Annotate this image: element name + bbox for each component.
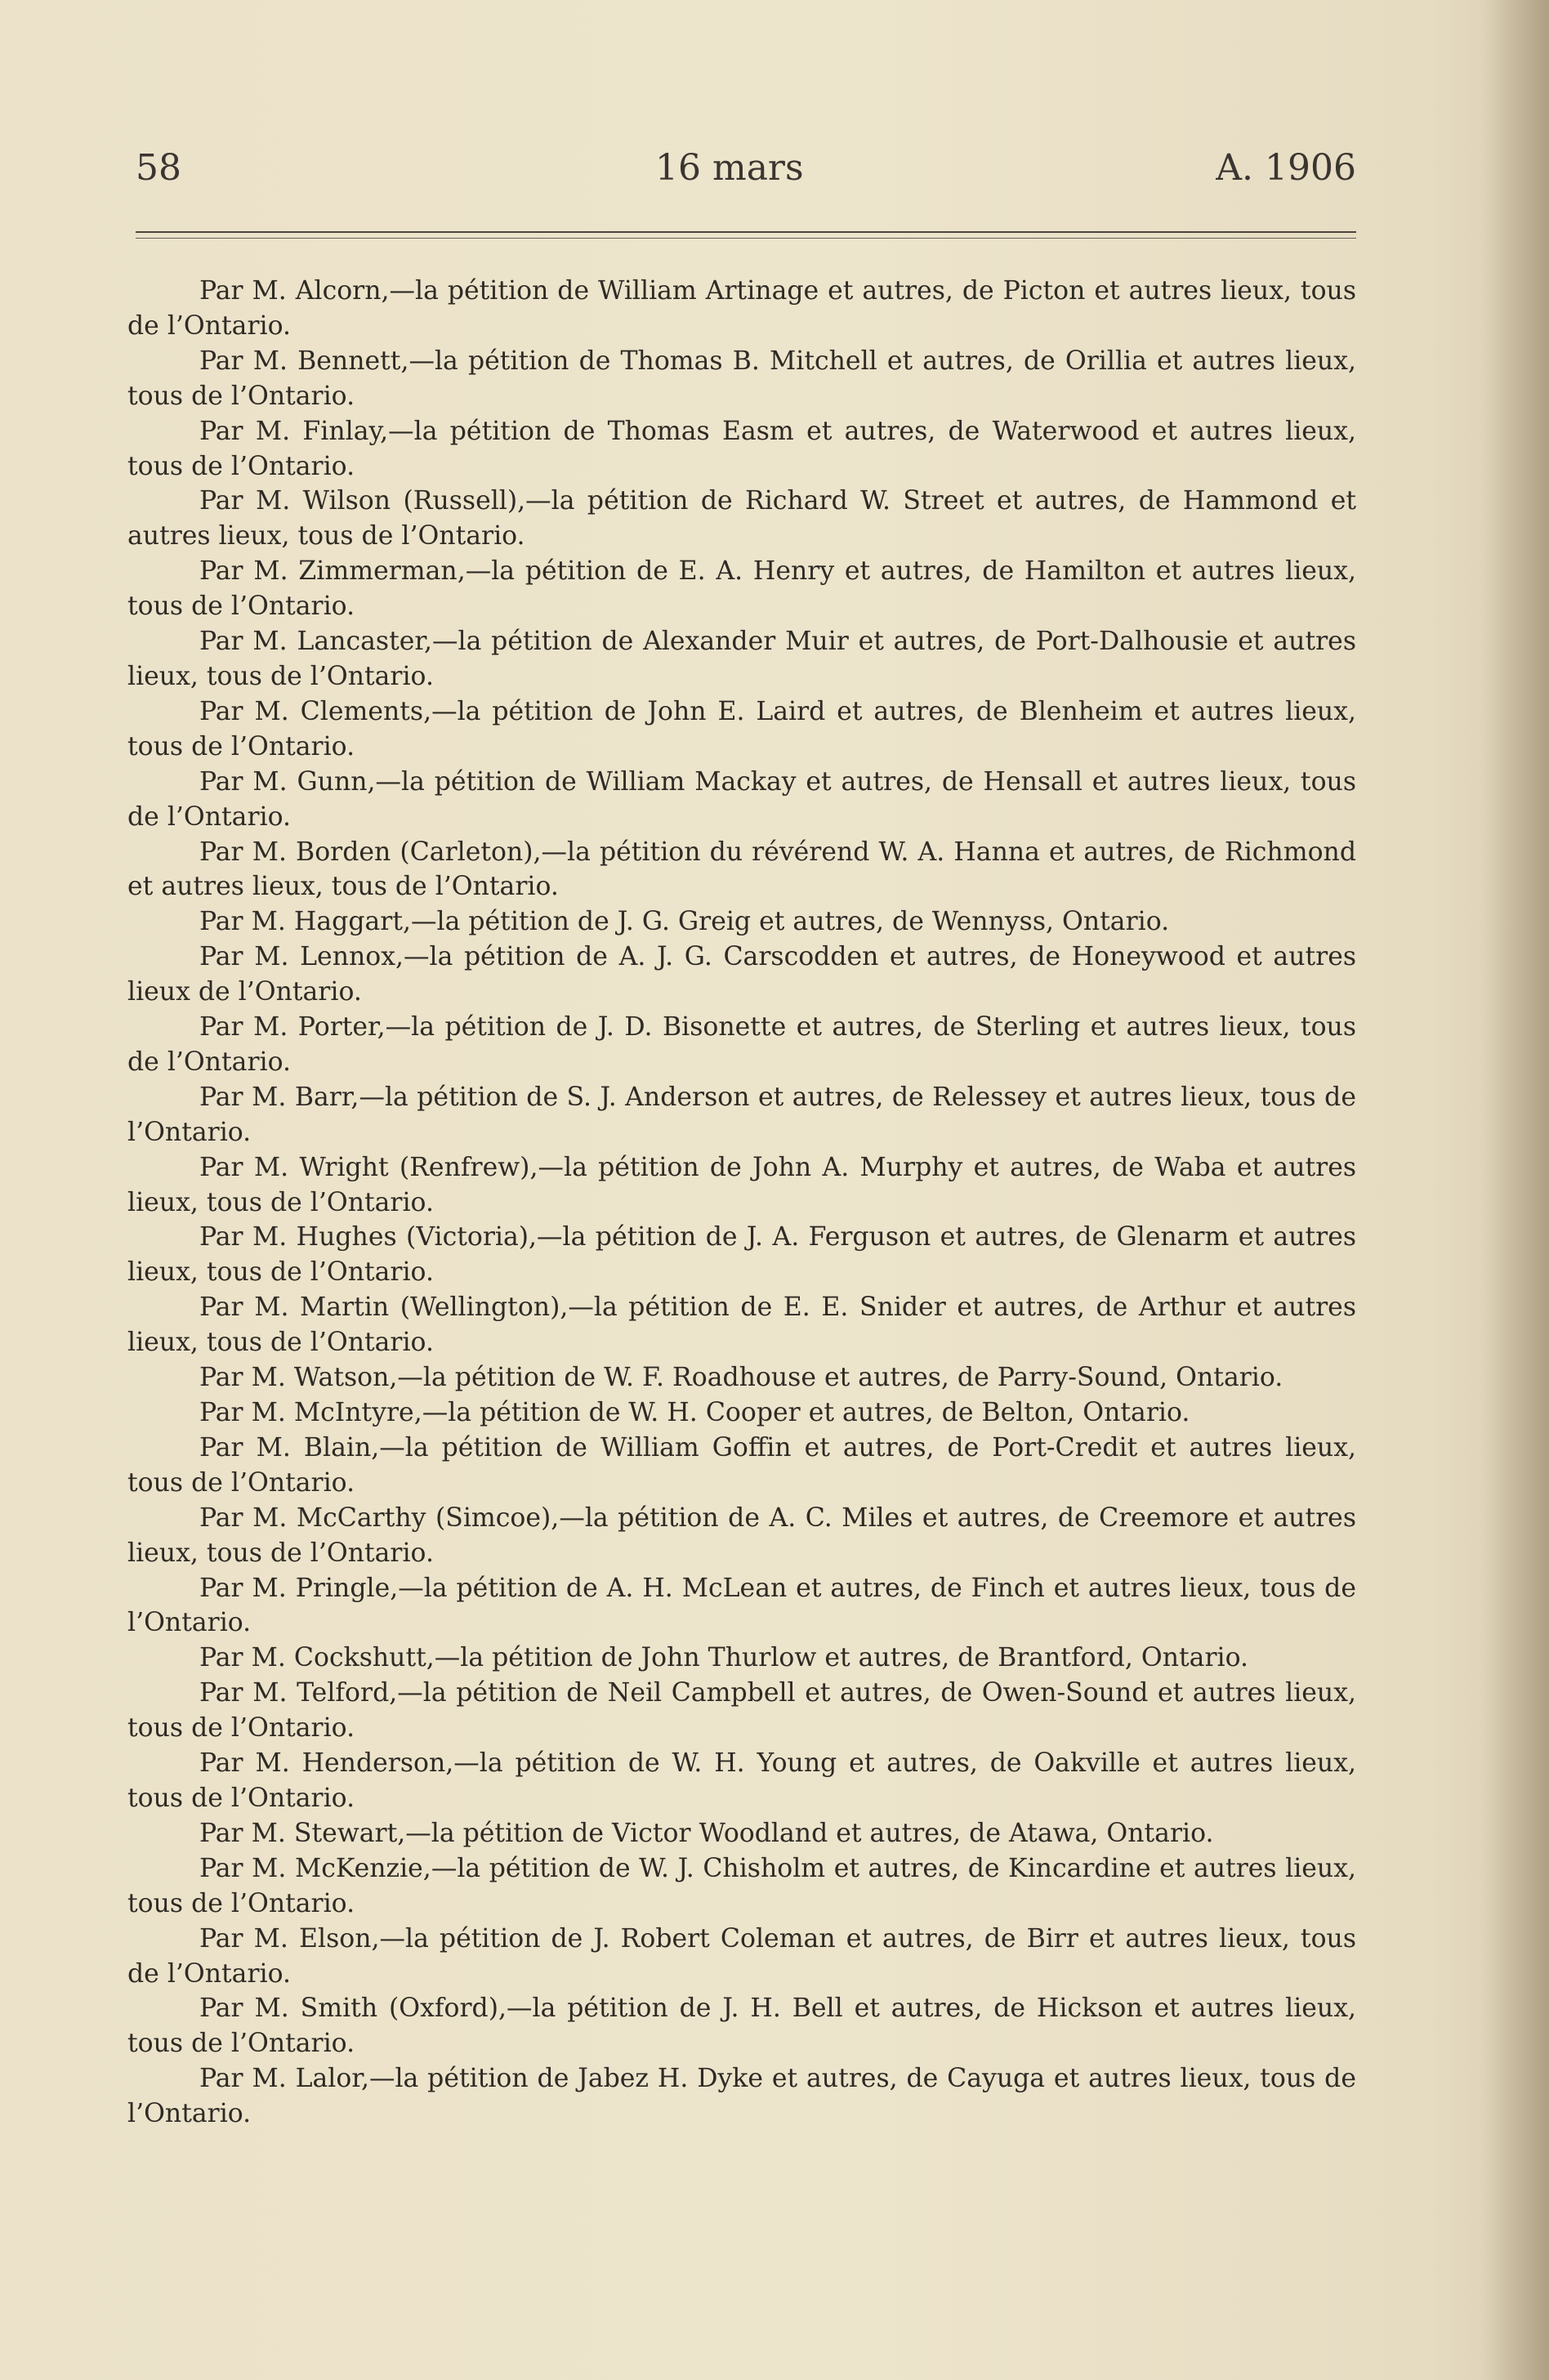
petition-entry: Par M. Wright (Renfrew),—la pétition de John A. Murphy et autres, de Waba et autres lieux, tous de l’Ontario. [127,1152,1356,1217]
petition-entry: Par M. Wilson (Russell),—la pétition de Richard W. Street et autres, de Hammond et autres lieux, tous de l’Ontario. [127,486,1356,551]
petition-entry: Par M. Finlay,—la pétition de Thomas Easm et autres, de Waterwood et autres lieux, tous de l’Ontario. [127,416,1356,481]
page-edge-shadow [1482,0,1549,2380]
petition-entry: Par M. Haggart,—la pétition de J. G. Greig et autres, de Wennyss, Ontario. [199,907,1170,937]
petition-entry: Par M. Telford,—la pétition de Neil Campbell et autres, de Owen-Sound et autres lieux, tous de l’Ontario. [127,1678,1356,1744]
petition-entry: Par M. Blain,—la pétition de William Goffin et autres, de Port-Credit et autres lieux, tous de l’Ontario. [127,1432,1356,1498]
petition-entry: Par M. Stewart,—la pétition de Victor Woodland et autres, de Atawa, Ontario. [199,1818,1214,1848]
header-rule [136,231,1356,233]
petition-entry: Par M. Martin (Wellington),—la pétition de E. E. Snider et autres, de Arthur et autres lieux, tous de l’Ontario. [127,1293,1356,1358]
petition-entry: Par M. McKenzie,—la pétition de W. J. Chisholm et autres, de Kincardine et autres lieux, tous de l’Ontario. [127,1853,1356,1918]
page-header [136,147,1356,196]
petition-entry: Par M. Lennox,—la pétition de A. J. G. Carscodden et autres, de Honeywood et autres lieux de l’Ontario. [127,942,1356,1007]
petition-entry: Par M. Smith (Oxford),—la pétition de J. H. Bell et autres, de Hickson et autres lieux, tous de l’Ontario. [127,1994,1356,2059]
petition-entry: Par M. Gunn,—la pétition de William Mackay et autres, de Hensall et autres lieux, tous de l’Ontario. [127,766,1356,832]
petition-entry: Par M. Henderson,—la pétition de W. H. Young et autres, de Oakville et autres lieux, tous de l’Ontario. [127,1748,1356,1813]
petition-entry: Par M. Elson,—la pétition de J. Robert Coleman et autres, de Birr et autres lieux, tous de l’Ontario. [127,1923,1356,1989]
petition-entry: Par M. Borden (Carleton),—la pétition du révérend W. A. Hanna et autres, de Richmond et autres lieux, tous de l’Ontario. [127,837,1356,902]
petition-entry: Par M. Alcorn,—la pétition de William Artinage et autres, de Picton et autres lieux, tous de l’Ontario. [127,276,1356,341]
petition-entry: Par M. Cockshutt,—la pétition de John Thurlow et autres, de Brantford, Ontario. [199,1643,1248,1673]
petition-entry: Par M. Lancaster,—la pétition de Alexander Muir et autres, de Port-Dalhousie et autres lieux, tous de l’Ontario. [127,627,1356,691]
header-rule-thin [136,238,1356,239]
petition-entry: Par M. Zimmerman,—la pétition de E. A. Henry et autres, de Hamilton et autres lieux, tous de l’Ontario. [127,556,1356,622]
petition-entry: Par M. Hughes (Victoria),—la pétition de J. A. Ferguson et autres, de Glenarm et autres lieux, tous de l’Ontario. [127,1222,1356,1288]
petition-entry: Par M. Clements,—la pétition de John E. Laird et autres, de Blenheim et autres lieux, tous de l’Ontario. [127,696,1356,761]
petition-entry: Par M. Lalor,—la pétition de Jabez H. Dyke et autres, de Cayuga et autres lieux, tous de l’Ontario. [127,2064,1356,2129]
petition-entry: Par M. Watson,—la pétition de W. F. Roadhouse et autres, de Parry-Sound, Ontario. [199,1363,1283,1393]
petition-entry: Par M. Bennett,—la pétition de Thomas B. Mitchell et autres, de Orillia et autres lieux, tous de l’Ontario. [127,346,1356,411]
petition-entry: Par M. Porter,—la pétition de J. D. Bisonette et autres, de Sterling et autres lieux, tous de l’Ontario. [127,1012,1356,1077]
page-number: 58 [136,147,181,189]
petition-list [127,274,1356,2132]
header-date: 16 mars [655,147,804,189]
petition-entry: Par M. McIntyre,—la pétition de W. H. Cooper et autres, de Belton, Ontario. [199,1398,1190,1427]
petition-entry: Par M. McCarthy (Simcoe),—la pétition de A. C. Miles et autres, de Creemore et autres lieux, tous de l’Ontario. [127,1503,1356,1568]
petition-entry: Par M. Barr,—la pétition de S. J. Anderson et autres, de Relessey et autres lieux, tous de l’Ontario. [127,1082,1356,1147]
petition-entry: Par M. Pringle,—la pétition de A. H. McLean et autres, de Finch et autres lieux, tous de l’Ontario. [127,1573,1356,1638]
header-year: A. 1906 [1216,147,1356,189]
